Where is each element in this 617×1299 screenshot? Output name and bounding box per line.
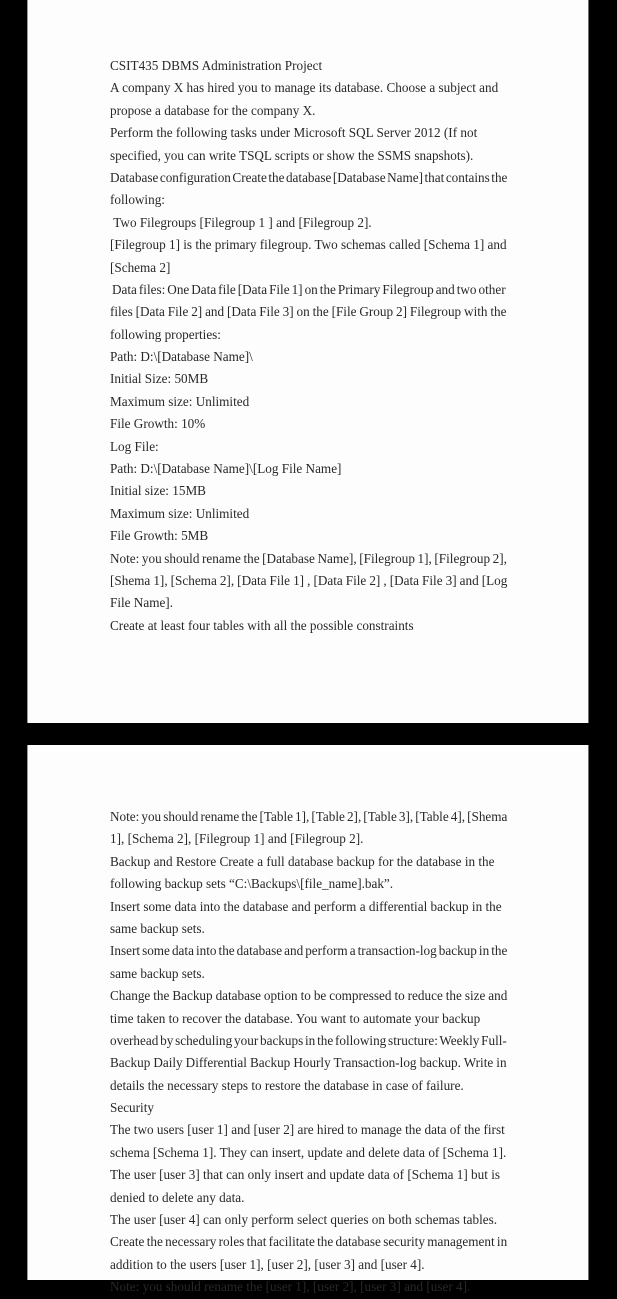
text-line: The user [user 4] can only perform select queries on both schemas tables. <box>110 1212 498 1228</box>
text-line: CSIT435 DBMS Administration Project <box>110 58 323 73</box>
text-line: Create at least four tables with all the possible constraints <box>110 617 414 633</box>
text-line: following properties: <box>110 326 221 342</box>
text-line: Maximum size: Unlimited <box>110 393 250 409</box>
text-line: Database configuration Create the database [Database Name] that contains the <box>110 169 508 185</box>
text-line: denied to delete any data. <box>110 1189 245 1205</box>
text-line: Maximum size: Unlimited <box>110 505 250 521</box>
text-line: File Name]. <box>110 595 173 611</box>
text-line: Create the necessary roles that facilitate the database security management in <box>110 1234 508 1250</box>
text-line: addition to the users [user 1], [user 2], [user 3] and [user 4]. <box>110 1256 425 1272</box>
text-line: following backup sets “C:\Backups\[file_name].bak”. <box>110 876 394 892</box>
text-line: following: <box>110 192 165 208</box>
text-line: specified, you can write TSQL scripts or show the SSMS snapshots). <box>110 147 474 163</box>
text-line: The user [user 3] that can only insert and update data of [Schema 1] but is <box>110 1167 501 1183</box>
text-line: [Filegroup 1] is the primary filegroup. Two schemas called [Schema 1] and <box>110 237 507 253</box>
page-gap <box>0 723 617 745</box>
text-line: Data files: One Data file [Data File 1] on the Primary Filegroup and two other <box>110 281 506 297</box>
text-line: files [Data File 2] and [Data File 3] on the [File Group 2] Filegroup with the <box>110 304 507 320</box>
text-line: Note: you should rename the [Table 1], [Table 2], [Table 3], [Table 4], [Shema <box>110 809 508 824</box>
text-line: File Growth: 5MB <box>110 528 209 544</box>
text-line: Backup Daily Differential Backup Hourly Transaction-log backup. Write in <box>110 1055 507 1071</box>
text-line: Perform the following tasks under Microsoft SQL Server 2012 (If not <box>110 125 478 141</box>
text-line: Security <box>110 1100 154 1116</box>
text-line: Two Filegroups [Filegroup 1 ] and [Filegroup 2]. <box>110 214 372 230</box>
text-line: same backup sets. <box>110 965 205 981</box>
text-line: A company X has hired you to manage its database. Choose a subject and <box>110 80 499 96</box>
text-line: Insert some data into the database and perform a transaction-log backup in the <box>110 943 508 959</box>
document-page-1 <box>27 0 589 723</box>
text-line: Change the Backup database option to be compressed to reduce the size and <box>110 988 508 1004</box>
text-line: time taken to recover the database. You want to automate your backup <box>110 1010 481 1026</box>
text-line: File Growth: 10% <box>110 416 206 432</box>
text-line: Note: you should rename the [Database Name], [Filegroup 1], [Filegroup 2], <box>110 550 507 566</box>
document-page-2 <box>27 745 589 1295</box>
text-line: propose a database for the company X. <box>110 102 316 118</box>
text-line: The two users [user 1] and [user 2] are hired to manage the data of the first <box>110 1122 505 1138</box>
text-line: Path: D:\[Database Name]\ <box>110 349 253 365</box>
text-line: Backup and Restore Create a full database backup for the database in the <box>110 853 495 869</box>
text-line: Note: you should rename the [user 1], [user 2], [user 3] and [user 4]. <box>110 1279 471 1295</box>
text-line: overhead by scheduling your backups in the following structure: Weekly Full- <box>110 1032 507 1048</box>
text-line: Log File: <box>110 438 159 454</box>
text-line: Initial Size: 50MB <box>110 371 209 387</box>
text-line: schema [Schema 1]. They can insert, update and delete data of [Schema 1]. <box>110 1144 507 1160</box>
text-line: [Schema 2] <box>110 259 171 275</box>
text-line: Insert some data into the database and perform a differential backup in the <box>110 898 502 914</box>
text-line: Initial size: 15MB <box>110 483 206 499</box>
text-line: [Shema 1], [Schema 2], [Data File 1] , [Data File 2] , [Data File 3] and [Log <box>110 572 508 588</box>
text-line: Path: D:\[Database Name]\[Log File Name] <box>110 461 342 477</box>
text-line: details the necessary steps to restore the database in case of failure. <box>110 1077 464 1093</box>
text-line: same backup sets. <box>110 920 205 936</box>
text-line: 1], [Schema 2], [Filegroup 1] and [Filegroup 2]. <box>110 831 364 847</box>
